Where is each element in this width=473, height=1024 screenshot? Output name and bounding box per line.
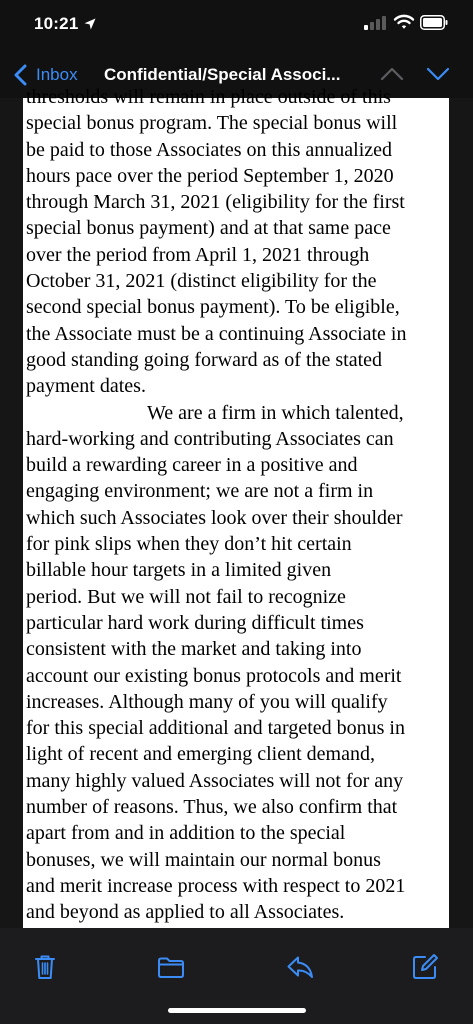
text-line: consistent with the market and taking into [26,638,362,661]
text-line: for pink slips when they don’t hit certain [26,533,352,556]
compose-icon[interactable] [410,952,440,982]
status-time: 10:21 [34,14,79,33]
email-content[interactable] [0,86,473,928]
text-line: engaging environment; we are not a firm in [26,480,374,503]
text-line: many highly valued Associates will not for any [26,769,404,792]
next-message-icon[interactable] [426,66,450,82]
document-page [23,86,449,928]
text-line: increases. Although many of you will qualify [26,690,388,713]
location-arrow-icon [84,18,96,30]
text-line: period. But we will not fail to recognize [26,585,346,608]
text-line: good standing going forward as of the stated [26,348,383,371]
trash-icon[interactable] [30,952,60,982]
reply-icon[interactable] [285,952,315,982]
text-line: through March 31, 2021 (eligibility for the first [26,191,405,214]
status-bar [0,0,473,52]
text-line: the Associate must be a continuing Associate in [26,322,407,345]
text-line: payment dates. [26,375,146,398]
text-line: second special bonus payment). To be eligible, [26,296,400,319]
text-line: hours pace over the period September 1, 2020 [26,164,394,187]
text-line: light of recent and emerging client demand, [26,743,375,766]
text-line: We are a firm in which talented, [147,401,404,424]
inbox-back-button[interactable]: Inbox [36,65,78,84]
folder-icon[interactable] [156,952,186,982]
cellular-signal-icon [364,16,386,30]
battery-icon [420,15,448,30]
document-text [26,84,444,926]
text-line: hard-working and contributing Associates can [26,427,394,450]
text-line: and merit increase process with respect to 2021 [26,874,406,897]
back-chevron-icon[interactable] [12,64,28,86]
text-line: account our existing bonus protocols and merit [26,664,402,687]
text-line: special bonus program. The special bonus will [26,112,398,135]
home-indicator[interactable] [168,1008,306,1013]
text-line: for this special additional and targeted bonus in [26,717,405,740]
text-line: particular hard work during difficult times [26,611,364,634]
text-line: build a rewarding career in a positive and [26,454,358,477]
wifi-icon [394,14,414,30]
text-line: which such Associates look over their shoulder [26,506,403,529]
text-line: thresholds will remain in place outside of this [26,86,391,108]
text-line: billable hour targets in a limited given [26,559,332,582]
text-line: and beyond as applied to all Associates. [26,901,345,924]
text-line: special bonus payment) and at that same pace [26,217,391,240]
text-line: number of reasons. Thus, we also confirm that [26,796,398,819]
text-line: October 31, 2021 (distinct eligibility for the [26,270,377,293]
previous-message-icon[interactable] [380,66,404,82]
text-line: apart from and in addition to the special [26,822,346,845]
text-line: be paid to those Associates on this annualized [26,138,393,161]
text-line: bonuses, we will maintain our normal bonus [26,848,381,871]
email-subject-title: Confidential/Special Associ... [104,65,341,84]
text-line: over the period from April 1, 2021 through [26,243,370,266]
